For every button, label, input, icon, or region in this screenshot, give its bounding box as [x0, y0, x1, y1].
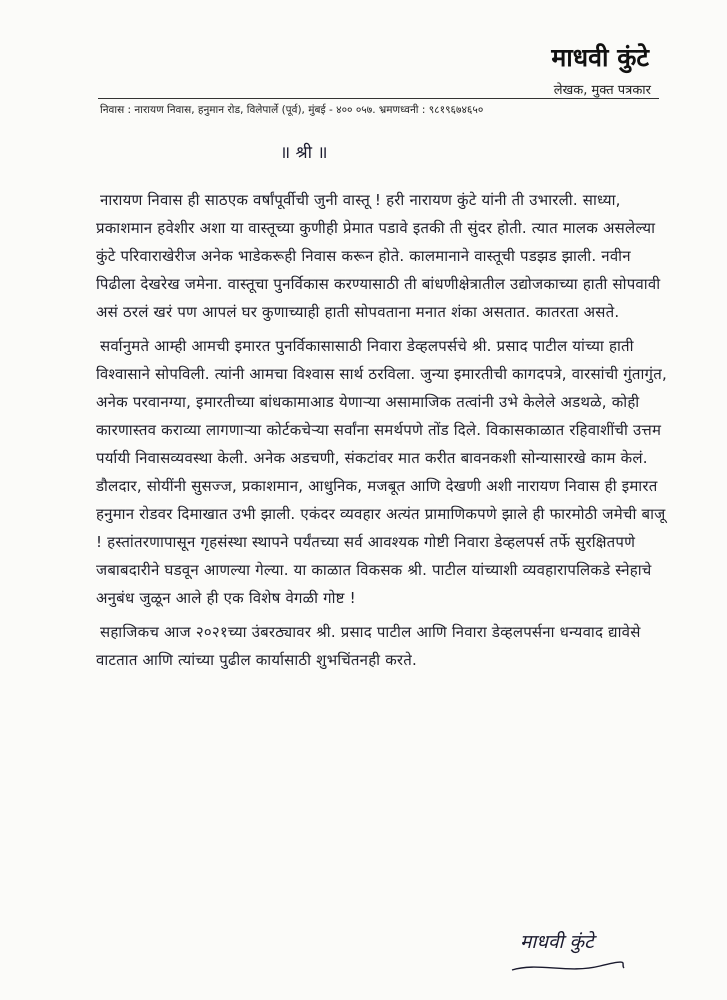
- letterhead-divider: [98, 98, 659, 99]
- signature: माधवी कुंटे: [520, 931, 594, 953]
- invocation-heading: ॥ श्री ॥: [280, 143, 328, 163]
- letterhead-address: निवास : नारायण निवास, हनुमान रोड, विलेपार्ले (पूर्व), मुंबई - ४०० ०५७. भ्रमणध्वनी : ९८१९६७४६५०: [100, 104, 484, 116]
- letterhead-name: माधवी कुंटे: [551, 43, 649, 72]
- letterhead-title: लेखक, मुक्त पत्रकार: [553, 83, 651, 98]
- body-paragraph: नारायण निवास ही साठएक वर्षांपूर्वीची जुनी वास्तू ! हरी नारायण कुंटे यांनी ती उभारली. साध्या, प्रकाशमान हवेशीर अशा या वास्तूच्या कुणीही प्रेमात पडावे इतकी ती सुंदर होती. त्यात मालक असलेल्या कुंटे परिवाराखेरीज अनेक भाडेकरूही निवास करून होते. कालमानाने वास्तूची पडझड झाली. नवीन पिढीला देखरेख जमेना. वास्तूचा पुनर्विकास करण्यासाठी ती बांधणीक्षेत्रातील उद्योजकाच्या हाती सोपवावी असं ठरलं खरं पण आपलं घर कुणाच्याही हाती सोपवताना मनात शंका असतात. कातरता असते.: [96, 191, 661, 321]
- body-paragraph: सर्वानुमते आम्ही आमची इमारत पुनर्विकासासाठी निवारा डेव्हलपर्सचे श्री. प्रसाद पाटील यांच्या हाती विश्वासाने सोपविली. त्यांनी आमचा विश्वास सार्थ ठरविला. जुन्या इमारतीची कागदपत्रे, वारसांची गुंतागुंत, अनेक परवानग्या, इमारतीच्या बांधकामाआड येणाऱ्या असामाजिक तत्वांनी उभे केलेले अडथळे, कोही कारणास्तव कराव्या लागणाऱ्या कोर्टकचेऱ्या सर्वांना समर्थपणे तोंड दिले. विकासकाळात रहिवाशींची उत्तम पर्यायी निवासव्यवस्था केली. अनेक अडचणी, संकटांवर मात करीत बावनकशी सोन्यासारखे काम केलं. डौलदार, सोयींनी सुसज्ज, प्रकाशमान, आधुनिक, मजबूत आणि देखणी अशी नारायण निवास ही इमारत हनुमान रोडवर दिमाखात उभी झाली. एकंदर व्यवहार अत्यंत प्रामाणिकपणे झाले ही फारमोठी जमेची बाजू ! हस्तांतरणापासून गृहसंस्था स्थापने पर्यंतच्या सर्व आवश्यक गोष्टी निवारा डेव्हलपर्स तर्फे सुरक्षितपणे जबाबदारीने घडवून आणल्या गेल्या. या काळात विकसक श्री. पाटील यांच्याशी व्यवहारापलिकडे स्नेहाचे अनुबंध जुळून आले ही एक विशेष वेगळी गोष्ट !: [96, 337, 667, 607]
- body-paragraph: सहाजिकच आज २०२१च्या उंबरठ्यावर श्री. प्रसाद पाटील आणि निवारा डेव्हलपर्सना धन्यवाद द्यावेसे वाटतात आणि त्यांच्या पुढील कार्यासाठी शुभचिंतनही करते.: [96, 623, 641, 669]
- signature-swash-icon: [508, 958, 628, 978]
- letter-body: [96, 186, 671, 680]
